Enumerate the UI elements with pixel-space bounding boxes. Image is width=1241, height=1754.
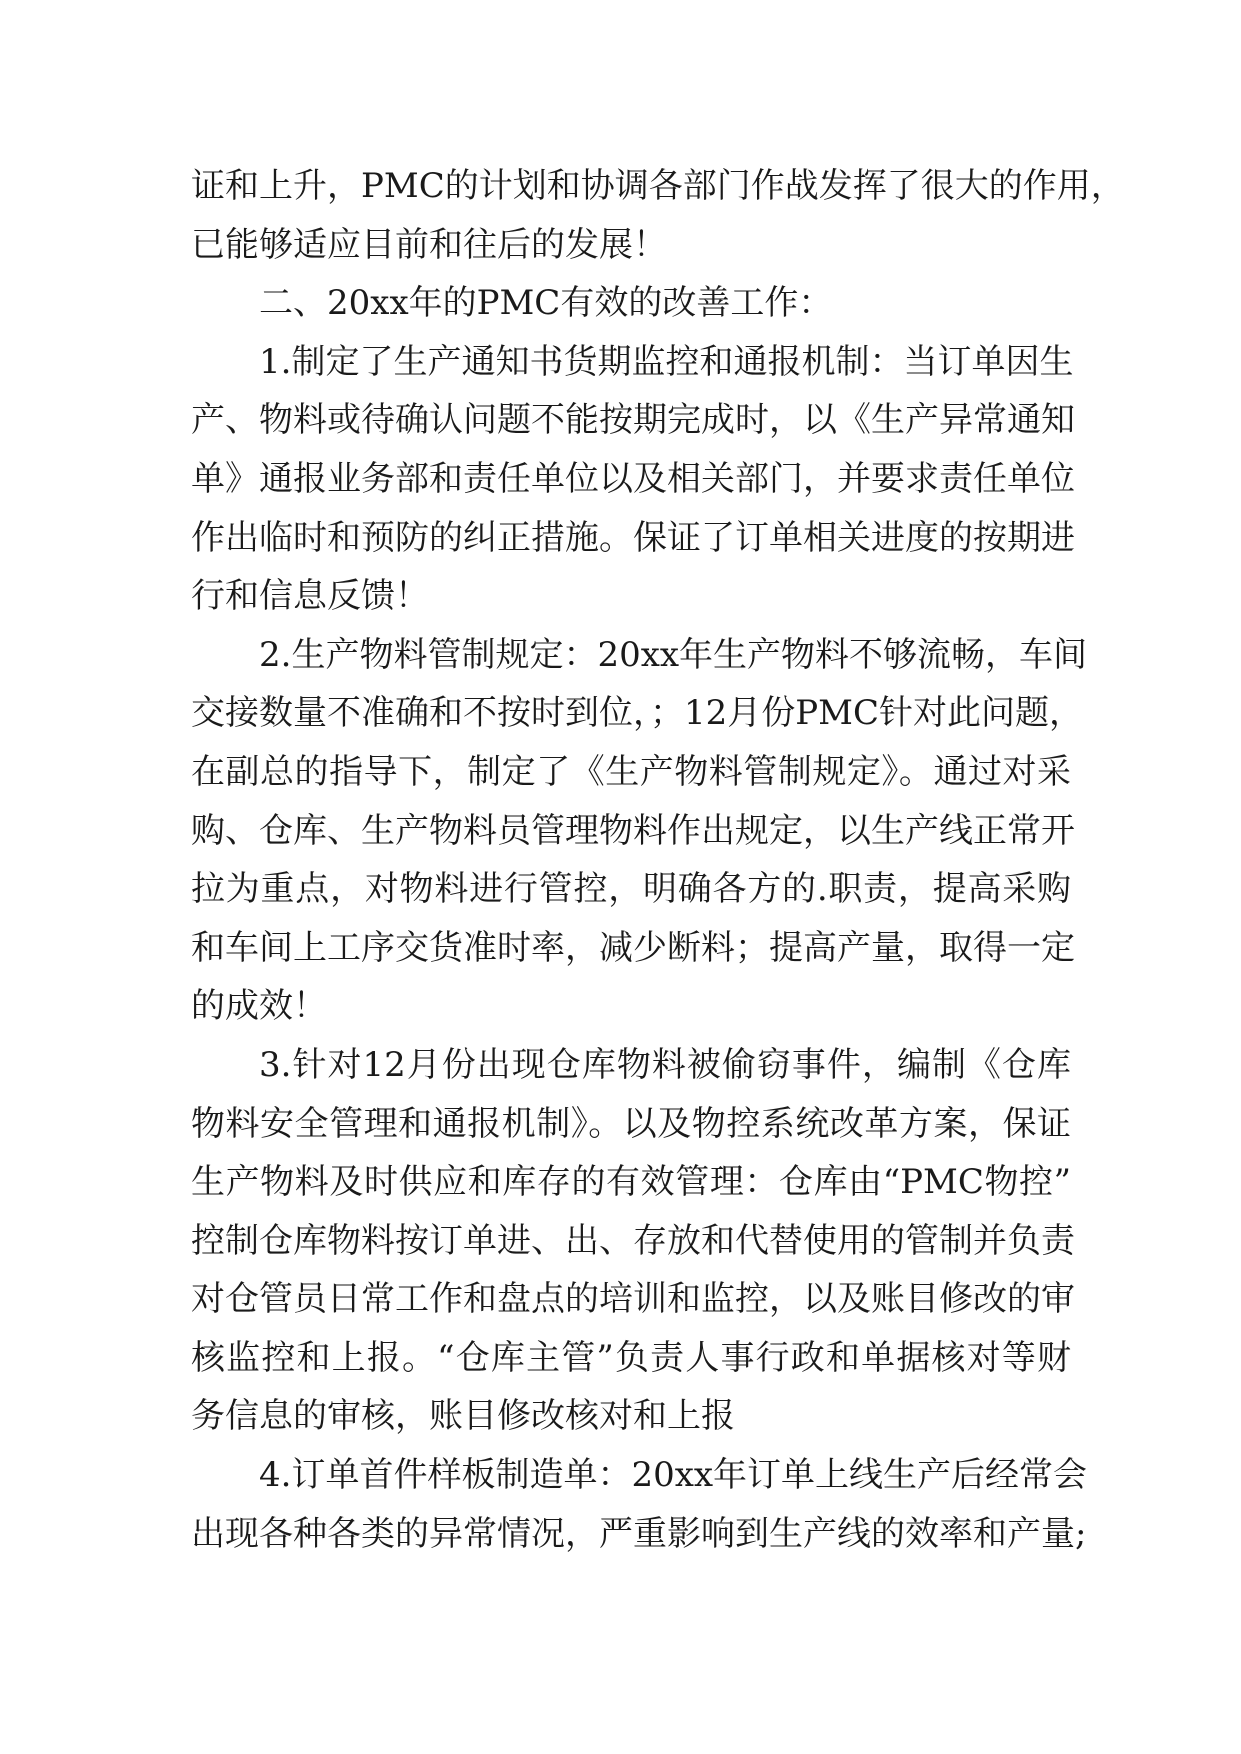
text-line: 作出临时和预防的纠正措施。保证了订单相关进度的按期进 <box>191 517 1075 558</box>
text-line: 对仓管员日常工作和盘点的培训和监控，以及账目修改的审 <box>191 1279 1075 1320</box>
section-heading: 二、20xx年的PMC有效的改善工作： <box>259 283 833 324</box>
text-line: 物料安全管理和通报机制》。以及物控系统改革方案，保证 <box>191 1103 1071 1144</box>
text-line: 拉为重点，对物料进行管控，明确各方的.职责，提高采购 <box>191 869 1071 910</box>
text-line: 行和信息反馈！ <box>191 576 429 617</box>
text-line: 交接数量不准确和不按时到位，；12月份PMC针对此问题， <box>191 693 1083 734</box>
text-line: 2.生产物料管制规定：20xx年生产物料不够流畅，车间 <box>259 634 1088 675</box>
text-line: 核监控和上报。“仓库主管”负责人事行政和单据核对等财 <box>191 1337 1071 1378</box>
text-line: 在副总的指导下，制定了《生产物料管制规定》。通过对采 <box>191 751 1071 792</box>
text-line: 已能够适应目前和往后的发展！ <box>191 224 667 265</box>
text-line: 务信息的审核，账目修改核对和上报 <box>191 1396 735 1437</box>
text-line: 和车间上工序交货准时率，减少断料；提高产量，取得一定 <box>191 927 1075 968</box>
document-body <box>191 157 1125 1563</box>
text-line: 产、物料或待确认问题不能按期完成时，以《生产异常通知 <box>191 400 1075 441</box>
text-line: 的成效！ <box>191 986 327 1027</box>
text-line: 购、仓库、生产物料员管理物料作出规定，以生产线正常开 <box>191 810 1075 851</box>
text-line: 1.制定了生产通知书货期监控和通报机制：当订单因生 <box>259 341 1074 382</box>
text-line: 控制仓库物料按订单进、出、存放和代替使用的管制并负责 <box>191 1220 1075 1261</box>
text-line: 3.针对12月份出现仓库物料被偷窃事件，编制《仓库 <box>259 1044 1071 1085</box>
text-line: 单》通报业务部和责任单位以及相关部门，并要求责任单位 <box>191 458 1075 499</box>
text-line: 证和上升，PMC的计划和协调各部门作战发挥了很大的作用， <box>191 166 1125 206</box>
text-line: 生产物料及时供应和库存的有效管理：仓库由“PMC物控” <box>191 1162 1071 1203</box>
text-line: 4.订单首件样板制造单：20xx年订单上线生产后经常会 <box>259 1455 1088 1496</box>
text-line: 出现各种各类的异常情况，严重影响到生产线的效率和产量; <box>191 1513 1087 1554</box>
